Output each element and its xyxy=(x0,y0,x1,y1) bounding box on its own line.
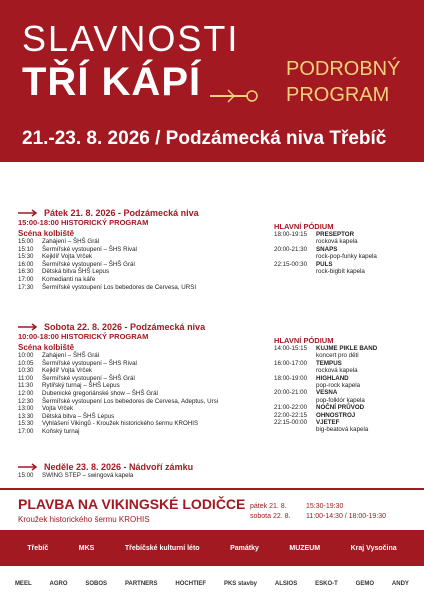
boat-time-row xyxy=(250,512,386,522)
stage-act: HIGHLAND xyxy=(316,374,349,382)
stage-row xyxy=(274,389,414,396)
program-time: 12:00 xyxy=(18,389,34,397)
stage-desc: pop-folklór kapela xyxy=(316,396,365,404)
program-text: Šermířské vystoupení – ŠHS Rival xyxy=(42,359,137,367)
stage-spacer xyxy=(274,253,316,260)
friday-stage-heading: HLAVNÍ PÓDIUM xyxy=(274,222,334,231)
stage-row xyxy=(274,375,414,382)
stage-act: PRESEPTOR xyxy=(316,231,355,238)
stage-row xyxy=(274,419,414,426)
boat-times xyxy=(250,502,386,522)
program-time: 15:30 xyxy=(18,253,34,261)
sunday-section xyxy=(18,462,278,480)
stage-desc-row xyxy=(274,352,414,359)
program-text: Kejklíř Vojta Vrček xyxy=(42,253,92,261)
program-time: 17:30 xyxy=(18,283,34,291)
boat-time-row xyxy=(250,502,386,512)
program-time: 17:00 xyxy=(18,275,34,283)
sponsor-strip-secondary xyxy=(0,568,424,600)
program-text: Šermířské vystoupení – ŠHS Rival xyxy=(42,245,137,253)
saturday-stage-heading: HLAVNÍ PÓDIUM xyxy=(274,336,334,345)
program-time: 17:00 xyxy=(18,427,34,435)
program-row xyxy=(18,284,258,292)
boat-title: PLAVBA NA VIKINGSKÉ LODIČCE xyxy=(18,496,246,512)
saturday-stage xyxy=(274,336,414,434)
stage-act: SNAPS xyxy=(316,245,338,253)
program-text: SWING STEP – swingová kapela xyxy=(42,472,134,479)
sponsor-logo: GEMO xyxy=(355,581,375,587)
saturday-program-hours: 10:00-18:00 HISTORICKÝ PROGRAM xyxy=(18,332,149,341)
boat-subtitle: Kroužek historického šermu KROHIS xyxy=(18,515,150,524)
stage-desc-row xyxy=(274,253,414,260)
friday-stage xyxy=(274,222,414,275)
stage-desc-row xyxy=(274,268,414,275)
stage-spacer xyxy=(274,352,316,359)
program-time: 11:30 xyxy=(18,382,34,390)
program-text: Vyhlášení Vikingů - Kroužek historického šermu KROHIS xyxy=(42,420,199,428)
program-text: Dubenické gregoriánské show – ŠHŠ Grál xyxy=(42,389,158,397)
program-row xyxy=(18,405,268,413)
program-text: Šermířské vystoupení Los bebedores de Cervesa, Adeptus, Ursi xyxy=(42,397,219,405)
program-text: Šermířské vystoupení – ŠHŠ Grál xyxy=(42,374,135,382)
program-time: 15:00 xyxy=(18,472,34,479)
stage-row xyxy=(274,231,414,238)
stage-desc-row xyxy=(274,238,414,245)
sponsor-logo: ALSIOS xyxy=(274,581,298,587)
program-time: 12:30 xyxy=(18,397,34,405)
sponsor-logo: Kraj Vysočina xyxy=(350,544,397,552)
sponsor-logo: Památky xyxy=(230,544,259,552)
arrow-icon xyxy=(18,209,40,217)
subtitle xyxy=(286,56,400,108)
stage-time: 18:00-19:00 xyxy=(274,374,308,382)
sunday-heading xyxy=(18,462,278,472)
friday-section xyxy=(18,208,258,291)
stage-act: TEMPUS xyxy=(316,359,342,367)
program-row xyxy=(18,382,268,390)
stage-act: OHNOSTROJ xyxy=(316,411,356,419)
stage-time: 16:00-17:00 xyxy=(274,359,308,367)
program-text: Vojta Vrček xyxy=(42,405,74,413)
stage-desc: rock-bigbít kapela xyxy=(316,268,365,276)
program-row xyxy=(18,428,268,436)
program-text: Dětská bitva ŠHŠ Lepus xyxy=(42,268,110,276)
program-time: 13:30 xyxy=(18,412,34,420)
title-line-2: TŘÍ KÁPÍ xyxy=(22,60,202,104)
sponsor-logo: MEEL xyxy=(14,581,32,587)
stage-desc: pop-rock kapela xyxy=(316,382,361,390)
program-text: Kejklíř Vojta Vrček xyxy=(42,367,92,375)
program-row xyxy=(18,268,258,276)
stage-spacer xyxy=(274,367,316,374)
stage-row xyxy=(274,246,414,253)
saturday-section xyxy=(18,322,268,436)
sponsor-logo: PKS stavby xyxy=(223,581,257,587)
sponsor-strip-main xyxy=(0,530,424,566)
saturday-scene: Scéna kolbiště xyxy=(18,343,75,352)
arrow-icon xyxy=(18,463,40,471)
stage-desc: rock-pop-funky kapela xyxy=(316,253,377,261)
sponsor-logo: PARTNERS xyxy=(124,581,158,587)
subtitle-line-2: PROGRAM xyxy=(286,84,390,106)
saturday-heading-text: Sobota 22. 8. 2026 - Podzámecká niva xyxy=(44,322,206,332)
program-row xyxy=(18,276,258,284)
stage-act: VJETEF xyxy=(316,419,340,427)
program-row xyxy=(18,375,268,383)
sponsor-logo: Třebíčské kulturní léto xyxy=(124,544,200,552)
arrow-icon xyxy=(18,323,40,331)
program-time: 11:00 xyxy=(18,374,34,382)
stage-time: 18:00-19:15 xyxy=(274,231,308,238)
boat-hours: 11:00-14:30 / 18:00-19:30 xyxy=(306,513,387,520)
subtitle-line-1: PODROBNÝ xyxy=(286,58,401,80)
program-row xyxy=(18,390,268,398)
boat-day: pátek 21. 8. xyxy=(250,503,287,510)
ornament-icon xyxy=(208,86,263,106)
stage-spacer xyxy=(274,238,316,245)
program-row xyxy=(18,253,258,261)
stage-desc-row xyxy=(274,367,414,374)
program-row xyxy=(18,238,258,246)
program-text: Komedianti na káře xyxy=(42,275,96,283)
program-row xyxy=(18,398,268,406)
stage-time: 22:15-00:00 xyxy=(274,419,308,427)
program-time: 15:30 xyxy=(18,420,34,428)
sponsor-logo: HOCHTIEF xyxy=(175,581,207,587)
program-text: Šermířské vystoupení Los bebedores de Cervesa, URSI xyxy=(42,283,197,291)
program-row xyxy=(18,413,268,421)
program-row xyxy=(18,261,258,269)
program-time: 15:00 xyxy=(18,238,34,245)
sponsor-logo: AGRO xyxy=(49,581,68,587)
event-dates: 21.-23. 8. 2026 / Podzámecká niva Třebíč xyxy=(22,128,387,149)
title-line-1: SLAVNOSTI xyxy=(22,18,240,59)
program-time: 10:00 xyxy=(18,352,34,359)
stage-spacer xyxy=(274,397,316,404)
stage-act: VESNA xyxy=(316,389,338,397)
stage-desc-row xyxy=(274,382,414,389)
stage-row xyxy=(274,261,414,268)
sponsor-logo: ESKO-T xyxy=(315,581,338,587)
program-text: Koňský turnaj xyxy=(42,427,80,435)
stage-desc: koncert pro děti xyxy=(316,352,359,360)
stage-spacer xyxy=(274,382,316,389)
stage-act: NOČNÍ PRŮVOD xyxy=(316,404,365,412)
stage-time: 22:15-00:30 xyxy=(274,260,308,268)
stage-row xyxy=(274,404,414,411)
stage-row xyxy=(274,412,414,419)
program-row xyxy=(18,360,268,368)
stage-time: 20:00-21:30 xyxy=(274,245,308,253)
sponsor-logo: MKS xyxy=(78,544,95,552)
stage-spacer xyxy=(274,268,316,275)
stage-row xyxy=(274,345,414,352)
sponsor-logo: ANDY xyxy=(391,581,409,587)
stage-desc-row xyxy=(274,426,414,433)
program-text: Zahájení – ŠHŠ Grál xyxy=(42,238,100,245)
program-time: 16:30 xyxy=(18,268,34,276)
stage-time: 14:00-15:15 xyxy=(274,345,308,352)
sunday-heading-text: Neděle 23. 8. 2026 - Nádvoří zámku xyxy=(44,462,194,472)
program-row xyxy=(18,420,268,428)
program-text: Šermířské vystoupení – ŠHŠ Grál xyxy=(42,260,135,268)
friday-scene: Scéna kolbiště xyxy=(18,229,75,238)
program-row xyxy=(18,246,258,254)
stage-act: KUJME PIKLE BAND xyxy=(316,345,378,352)
stage-time: 20:00-21:00 xyxy=(274,389,308,397)
program-row xyxy=(18,367,268,375)
hero-banner xyxy=(0,0,424,162)
friday-heading xyxy=(18,208,258,218)
program-row xyxy=(18,472,278,480)
sponsor-logo: Třebíč xyxy=(27,544,49,552)
stage-desc: rocková kapela xyxy=(316,367,358,375)
stage-desc: big-beatová kapela xyxy=(316,426,369,434)
program-row xyxy=(18,352,268,360)
saturday-heading xyxy=(18,322,268,332)
stage-time: 21:00-22:00 xyxy=(274,404,308,412)
program-time: 10:05 xyxy=(18,359,34,367)
sponsor-logo: SOBOS xyxy=(85,581,108,587)
boat-day: sobota 22. 8. xyxy=(250,513,291,520)
program-time: 16:00 xyxy=(18,260,34,268)
program-text: Dětská bitva – ŠHŠ Lepus xyxy=(42,412,115,420)
stage-row xyxy=(274,360,414,367)
program-time: 10:30 xyxy=(18,367,34,375)
program-time: 13:00 xyxy=(18,405,34,413)
sponsor-logo: MUZEUM xyxy=(289,544,321,552)
program-text: Rytířský turnaj – ŠHŠ Lepus xyxy=(42,382,120,390)
stage-time: 22:00-22:15 xyxy=(274,411,308,419)
stage-desc: rocková kapela xyxy=(316,238,358,246)
friday-program-hours: 15:00-18:00 HISTORICKÝ PROGRAM xyxy=(18,218,149,227)
boat-hours: 15:30-19:30 xyxy=(306,503,344,510)
stage-act: PULS xyxy=(316,260,333,268)
program-time: 15:10 xyxy=(18,245,34,253)
friday-heading-text: Pátek 21. 8. 2026 - Podzámecká niva xyxy=(44,208,199,218)
stage-spacer xyxy=(274,426,316,433)
program-text: Zahájení – ŠHŠ Grál xyxy=(42,352,100,359)
